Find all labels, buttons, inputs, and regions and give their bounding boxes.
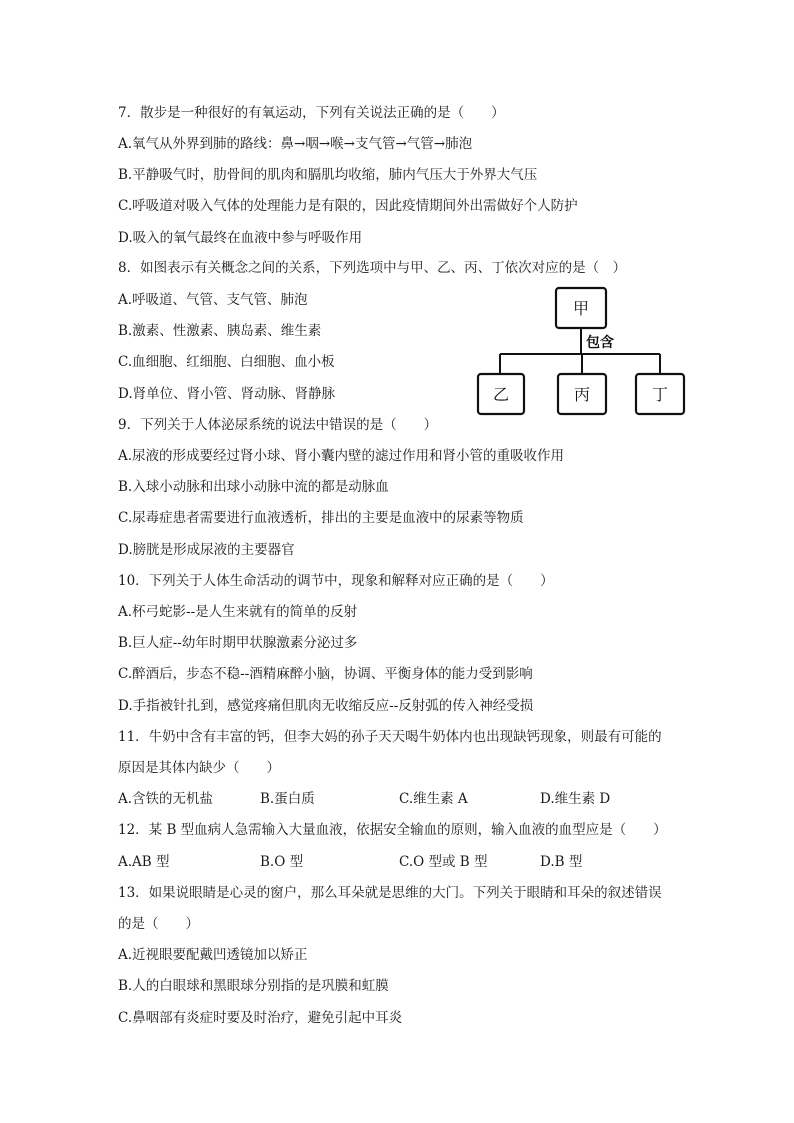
question-7-option-c: C.呼吸道对吸入气体的处理能力是有限的，因此疫情期间外出需做好个人防护 (118, 198, 578, 214)
question-12-option-b: B.O 型 (260, 854, 304, 870)
question-12-stem: 12．某 B 型血病人急需输入大量血液，依据安全输血的原则，输入血液的血型应是（ ） (118, 822, 667, 838)
concept-relationship-diagram (474, 284, 694, 424)
question-11-stem-line1: 11．牛奶中含有丰富的钙，但李大妈的孙子天天喝牛奶体内也出现缺钙现象，则最有可能的 (118, 729, 662, 745)
question-8-stem: 8．如图表示有关概念之间的关系，下列选项中与甲、乙、丙、丁依次对应的是（ ） (118, 260, 627, 276)
question-12-option-c: C.O 型或 B 型 (399, 854, 488, 870)
question-13-stem-line1: 13．如果说眼睛是心灵的窗户，那么耳朵就是思维的大门。下列关于眼睛和耳朵的叙述错误 (118, 885, 662, 901)
question-11-option-d: D.维生素 D (540, 791, 611, 807)
concept-box-right-label: 丁 (651, 385, 669, 404)
question-10-option-a: A.杯弓蛇影--是人生来就有的简单的反射 (118, 604, 358, 620)
question-11-option-c: C.维生素 A (399, 791, 468, 807)
question-7-option-d: D.吸入的氧气最终在血液中参与呼吸作用 (118, 230, 363, 246)
concept-box-left-label: 乙 (492, 385, 510, 404)
question-10-option-b: B.巨人症--幼年时期甲状腺激素分泌过多 (118, 635, 358, 651)
question-13-option-a: A.近视眼要配戴凹透镜加以矫正 (118, 947, 308, 963)
question-13-option-b: B.人的白眼球和黑眼球分别指的是巩膜和虹膜 (118, 978, 389, 994)
question-9-option-d: D.膀胱是形成尿液的主要器官 (118, 542, 295, 558)
question-10-option-c: C.醉酒后，步态不稳--酒精麻醉小脑，协调、平衡身体的能力受到影响 (118, 666, 533, 682)
question-13-option-c: C.鼻咽部有炎症时要及时治疗，避免引起中耳炎 (118, 1010, 403, 1026)
question-11-option-a: A.含铁的无机盐 (118, 791, 214, 807)
question-8-option-b: B.激素、性激素、胰岛素、维生素 (118, 323, 322, 339)
question-12-option-a: A.AB 型 (118, 854, 170, 870)
question-10-stem: 10．下列关于人体生命活动的调节中，现象和解释对应正确的是（ ） (118, 573, 554, 589)
relation-label: 包含 (586, 335, 614, 351)
question-7-stem: 7．散步是一种很好的有氧运动，下列有关说法正确的是（ ） (118, 105, 505, 121)
question-11-stem-line2: 原因是其体内缺少（ ） (118, 760, 280, 776)
question-8-option-a: A.呼吸道、气管、支气管、肺泡 (118, 292, 308, 308)
question-12-options (118, 853, 678, 871)
question-10-option-d: D.手指被针扎到，感觉疼痛但肌肉无收缩反应--反射弧的传入神经受损 (118, 698, 534, 714)
question-13-stem-line2: 的是（ ） (118, 916, 199, 932)
question-9-option-b: B.入球小动脉和出球小动脉中流的都是动脉血 (118, 479, 389, 495)
question-11-options (118, 790, 678, 808)
question-11-option-b: B.蛋白质 (260, 791, 315, 807)
question-9-option-a: A.尿液的形成要经过肾小球、肾小囊内壁的滤过作用和肾小管的重吸收作用 (118, 448, 565, 464)
question-7-option-b: B.平静吸气时，肋骨间的肌肉和膈肌均收缩，肺内气压大于外界大气压 (118, 167, 538, 183)
question-7-option-a: A.氧气从外界到肺的路线：鼻→咽→喉→支气管→气管→肺泡 (118, 136, 473, 152)
concept-box-top-label: 甲 (572, 299, 590, 318)
question-9-option-c: C.尿毒症患者需要进行血液透析，排出的主要是血液中的尿素等物质 (118, 510, 524, 526)
question-12-option-d: D.B 型 (540, 854, 583, 870)
question-9-stem: 9．下列关于人体泌尿系统的说法中错误的是（ ） (118, 417, 438, 433)
question-8-option-d: D.肾单位、肾小管、肾动脉、肾静脉 (118, 386, 336, 402)
concept-box-middle-label: 丙 (573, 385, 591, 404)
question-8-option-c: C.血细胞、红细胞、白细胞、血小板 (118, 354, 335, 370)
